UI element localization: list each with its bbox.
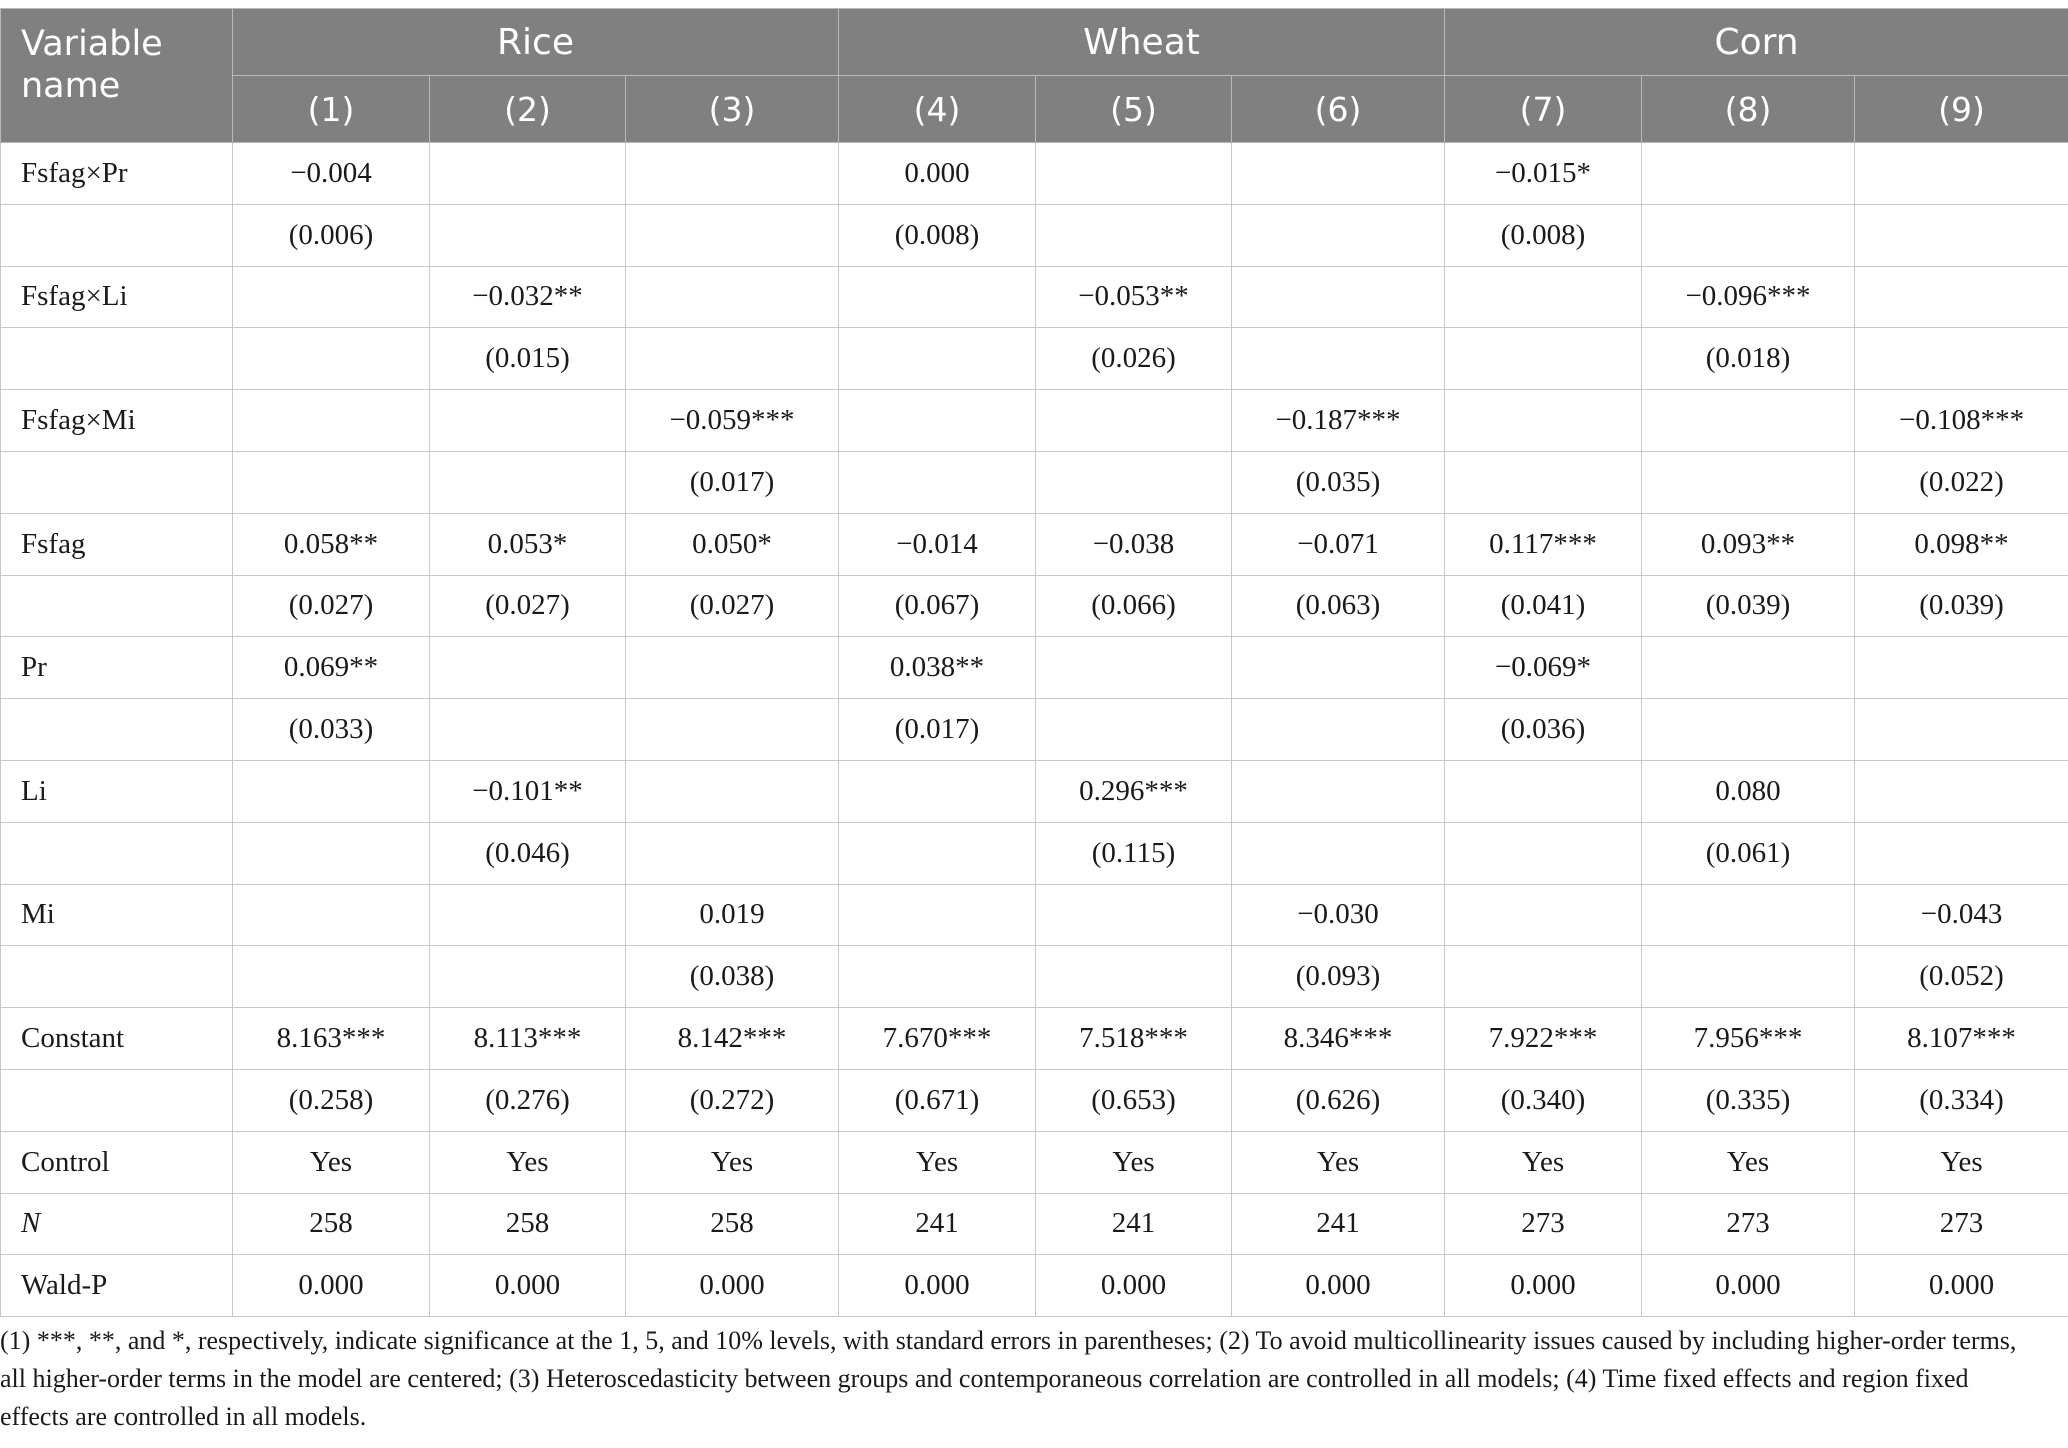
column-number-row bbox=[1, 76, 2068, 143]
table-cell bbox=[839, 266, 1036, 328]
column-header-9: (9) bbox=[1855, 76, 2068, 143]
table-cell: 7.956*** bbox=[1642, 1008, 1855, 1070]
table-cell: −0.032** bbox=[430, 266, 626, 328]
table-cell bbox=[233, 946, 430, 1008]
table-cell bbox=[1855, 328, 2068, 390]
row-label: Li bbox=[1, 760, 233, 822]
table-row bbox=[1, 884, 2068, 946]
table-cell: 7.922*** bbox=[1445, 1008, 1642, 1070]
table-cell: (0.272) bbox=[626, 1069, 839, 1131]
table-cell: 241 bbox=[839, 1193, 1036, 1255]
table-cell bbox=[839, 760, 1036, 822]
table-cell: Yes bbox=[1642, 1131, 1855, 1193]
column-header-8: (8) bbox=[1642, 76, 1855, 143]
table-row bbox=[1, 513, 2068, 575]
table-cell bbox=[1445, 390, 1642, 452]
table-cell bbox=[1855, 637, 2068, 699]
table-cell: −0.038 bbox=[1036, 513, 1232, 575]
row-label: Fsfag×Mi bbox=[1, 390, 233, 452]
row-label bbox=[1, 946, 233, 1008]
table-cell: 8.346*** bbox=[1232, 1008, 1445, 1070]
table-cell: (0.027) bbox=[430, 575, 626, 637]
table-cell bbox=[1855, 266, 2068, 328]
table-cell: −0.071 bbox=[1232, 513, 1445, 575]
table-cell bbox=[1232, 760, 1445, 822]
column-header-1: (1) bbox=[233, 76, 430, 143]
table-cell bbox=[1232, 328, 1445, 390]
table-cell bbox=[839, 451, 1036, 513]
table-cell: Yes bbox=[1232, 1131, 1445, 1193]
table-cell: (0.035) bbox=[1232, 451, 1445, 513]
table-cell bbox=[839, 390, 1036, 452]
group-header-corn: Corn bbox=[1445, 9, 2068, 76]
column-header-4: (4) bbox=[839, 76, 1036, 143]
variable-name-header-line1: Variable bbox=[21, 24, 163, 64]
table-row bbox=[1, 637, 2068, 699]
table-cell: 0.050* bbox=[626, 513, 839, 575]
table-cell: Yes bbox=[233, 1131, 430, 1193]
table-cell: (0.653) bbox=[1036, 1069, 1232, 1131]
table-row bbox=[1, 1255, 2068, 1317]
column-header-3: (3) bbox=[626, 76, 839, 143]
table-cell: −0.096*** bbox=[1642, 266, 1855, 328]
table-cell bbox=[626, 143, 839, 205]
table-cell bbox=[1642, 451, 1855, 513]
table-cell bbox=[1232, 637, 1445, 699]
table-cell: −0.187*** bbox=[1232, 390, 1445, 452]
table-cell: 0.000 bbox=[1855, 1255, 2068, 1317]
row-label bbox=[1, 328, 233, 390]
table-cell: −0.004 bbox=[233, 143, 430, 205]
table-cell bbox=[233, 390, 430, 452]
group-header-wheat: Wheat bbox=[839, 9, 1445, 76]
table-cell bbox=[1036, 884, 1232, 946]
table-cell: 258 bbox=[430, 1193, 626, 1255]
table-footnote: (1) ***, **, and *, respectively, indicate significance at the 1, 5, and 10% levels, with standard errors in parentheses; (2) To avoid multicollinearity issues caused by including higher-order terms, all higher-order terms in the model are centered; (3) Heteroscedasticity between groups and contemporaneous correlation are controlled in all models; (4) Time fixed effects and region fixed effects are controlled in all models. bbox=[0, 1326, 2017, 1431]
table-cell bbox=[1232, 143, 1445, 205]
table-cell bbox=[430, 637, 626, 699]
table-cell bbox=[1855, 760, 2068, 822]
table-cell bbox=[1445, 946, 1642, 1008]
table-cell: (0.027) bbox=[626, 575, 839, 637]
table-cell: (0.066) bbox=[1036, 575, 1232, 637]
table-cell: 0.296*** bbox=[1036, 760, 1232, 822]
row-label: N bbox=[1, 1193, 233, 1255]
table-cell bbox=[1445, 822, 1642, 884]
table-cell bbox=[626, 266, 839, 328]
table-cell: (0.276) bbox=[430, 1069, 626, 1131]
table-cell bbox=[233, 822, 430, 884]
table-cell: −0.059*** bbox=[626, 390, 839, 452]
table-cell: 0.000 bbox=[839, 1255, 1036, 1317]
table-cell: 7.670*** bbox=[839, 1008, 1036, 1070]
table-cell bbox=[1642, 390, 1855, 452]
table-cell: 0.000 bbox=[233, 1255, 430, 1317]
column-header-6: (6) bbox=[1232, 76, 1445, 143]
table-cell: (0.022) bbox=[1855, 451, 2068, 513]
column-header-2: (2) bbox=[430, 76, 626, 143]
table-cell: 273 bbox=[1445, 1193, 1642, 1255]
table-cell: 0.098** bbox=[1855, 513, 2068, 575]
column-header-7: (7) bbox=[1445, 76, 1642, 143]
table-cell: −0.015* bbox=[1445, 143, 1642, 205]
table-cell: (0.008) bbox=[1445, 204, 1642, 266]
table-cell bbox=[1642, 884, 1855, 946]
table-cell bbox=[1445, 266, 1642, 328]
table-cell: 258 bbox=[233, 1193, 430, 1255]
table-cell bbox=[430, 699, 626, 761]
table-cell: (0.008) bbox=[839, 204, 1036, 266]
table-cell bbox=[1036, 699, 1232, 761]
table-cell bbox=[233, 760, 430, 822]
row-label: Pr bbox=[1, 637, 233, 699]
table-row bbox=[1, 822, 2068, 884]
table-cell: 0.000 bbox=[430, 1255, 626, 1317]
row-label: Constant bbox=[1, 1008, 233, 1070]
table-cell: (0.036) bbox=[1445, 699, 1642, 761]
table-cell bbox=[839, 822, 1036, 884]
table-cell bbox=[1036, 637, 1232, 699]
row-label: Wald-P bbox=[1, 1255, 233, 1317]
table-cell bbox=[430, 143, 626, 205]
table-cell: (0.258) bbox=[233, 1069, 430, 1131]
table-cell: (0.067) bbox=[839, 575, 1036, 637]
table-cell bbox=[626, 822, 839, 884]
table-cell: (0.041) bbox=[1445, 575, 1642, 637]
table-cell: (0.006) bbox=[233, 204, 430, 266]
table-cell: −0.069* bbox=[1445, 637, 1642, 699]
table-cell bbox=[1642, 637, 1855, 699]
table-body bbox=[1, 143, 2068, 1317]
table-cell bbox=[626, 204, 839, 266]
table-cell bbox=[626, 637, 839, 699]
table-cell: −0.053** bbox=[1036, 266, 1232, 328]
table-cell: (0.626) bbox=[1232, 1069, 1445, 1131]
table-row bbox=[1, 760, 2068, 822]
table-cell: (0.115) bbox=[1036, 822, 1232, 884]
table-row bbox=[1, 266, 2068, 328]
table-row bbox=[1, 1131, 2068, 1193]
table-row bbox=[1, 1069, 2068, 1131]
table-cell: 241 bbox=[1232, 1193, 1445, 1255]
table-cell: (0.335) bbox=[1642, 1069, 1855, 1131]
table-cell: 273 bbox=[1855, 1193, 2068, 1255]
table-cell: (0.017) bbox=[626, 451, 839, 513]
column-header-5: (5) bbox=[1036, 76, 1232, 143]
table-cell bbox=[626, 699, 839, 761]
table-row bbox=[1, 451, 2068, 513]
table-cell: −0.101** bbox=[430, 760, 626, 822]
table-cell bbox=[430, 204, 626, 266]
table-cell: (0.671) bbox=[839, 1069, 1036, 1131]
table-cell: Yes bbox=[430, 1131, 626, 1193]
table-cell: Yes bbox=[839, 1131, 1036, 1193]
table-cell: Yes bbox=[1036, 1131, 1232, 1193]
table-row bbox=[1, 946, 2068, 1008]
table-cell: (0.046) bbox=[430, 822, 626, 884]
table-cell: (0.015) bbox=[430, 328, 626, 390]
table-cell: −0.014 bbox=[839, 513, 1036, 575]
table-cell: Yes bbox=[1445, 1131, 1642, 1193]
table-cell: Yes bbox=[626, 1131, 839, 1193]
table-row bbox=[1, 204, 2068, 266]
table-cell: 0.000 bbox=[1232, 1255, 1445, 1317]
table-row bbox=[1, 143, 2068, 205]
table-cell bbox=[1642, 699, 1855, 761]
table-cell: 0.000 bbox=[839, 143, 1036, 205]
table-cell: 7.518*** bbox=[1036, 1008, 1232, 1070]
table-cell bbox=[626, 328, 839, 390]
variable-name-header bbox=[1, 9, 233, 143]
table-cell bbox=[1036, 946, 1232, 1008]
table-cell bbox=[1036, 204, 1232, 266]
table-cell: 0.038** bbox=[839, 637, 1036, 699]
table-cell bbox=[1232, 204, 1445, 266]
table-cell: (0.017) bbox=[839, 699, 1036, 761]
table-cell: (0.093) bbox=[1232, 946, 1445, 1008]
table-cell bbox=[1036, 451, 1232, 513]
table-row bbox=[1, 1008, 2068, 1070]
table-cell: 8.113*** bbox=[430, 1008, 626, 1070]
table-cell: 0.000 bbox=[1036, 1255, 1232, 1317]
table-cell bbox=[839, 884, 1036, 946]
table-cell bbox=[1036, 390, 1232, 452]
group-header-rice: Rice bbox=[233, 9, 839, 76]
row-label bbox=[1, 822, 233, 884]
table-cell bbox=[626, 760, 839, 822]
table-cell bbox=[1855, 822, 2068, 884]
table-cell: (0.039) bbox=[1855, 575, 2068, 637]
table-row bbox=[1, 390, 2068, 452]
table-cell: 0.019 bbox=[626, 884, 839, 946]
table-cell: (0.063) bbox=[1232, 575, 1445, 637]
table-cell bbox=[1855, 699, 2068, 761]
row-label bbox=[1, 1069, 233, 1131]
table-cell: (0.052) bbox=[1855, 946, 2068, 1008]
table-cell: 0.058** bbox=[233, 513, 430, 575]
table-row bbox=[1, 699, 2068, 761]
table-cell bbox=[1855, 143, 2068, 205]
table-cell bbox=[839, 946, 1036, 1008]
table-cell: (0.026) bbox=[1036, 328, 1232, 390]
table-cell bbox=[1642, 204, 1855, 266]
table-cell bbox=[839, 328, 1036, 390]
table-row bbox=[1, 328, 2068, 390]
table-cell: 8.163*** bbox=[233, 1008, 430, 1070]
table-cell bbox=[1036, 143, 1232, 205]
table-cell: 8.107*** bbox=[1855, 1008, 2068, 1070]
table-cell bbox=[1445, 328, 1642, 390]
table-cell: (0.061) bbox=[1642, 822, 1855, 884]
table-cell bbox=[233, 451, 430, 513]
table-cell: 258 bbox=[626, 1193, 839, 1255]
row-label bbox=[1, 575, 233, 637]
table-cell: 0.000 bbox=[1642, 1255, 1855, 1317]
table-cell bbox=[1445, 760, 1642, 822]
table-cell bbox=[1855, 204, 2068, 266]
table-cell: 0.053* bbox=[430, 513, 626, 575]
table-cell: 0.117*** bbox=[1445, 513, 1642, 575]
table-cell bbox=[1232, 266, 1445, 328]
table-header bbox=[1, 9, 2068, 143]
group-header-row bbox=[1, 9, 2068, 76]
table-cell: 0.069** bbox=[233, 637, 430, 699]
table-cell: (0.018) bbox=[1642, 328, 1855, 390]
table-row bbox=[1, 1193, 2068, 1255]
table-cell bbox=[233, 884, 430, 946]
regression-table-container bbox=[0, 8, 2068, 1317]
table-row bbox=[1, 575, 2068, 637]
row-label bbox=[1, 451, 233, 513]
table-cell: Yes bbox=[1855, 1131, 2068, 1193]
table-cell: (0.334) bbox=[1855, 1069, 2068, 1131]
table-cell bbox=[430, 946, 626, 1008]
table-cell: −0.030 bbox=[1232, 884, 1445, 946]
table-cell bbox=[1445, 884, 1642, 946]
table-cell: (0.033) bbox=[233, 699, 430, 761]
table-cell bbox=[1232, 822, 1445, 884]
row-label: Mi bbox=[1, 884, 233, 946]
table-cell: 0.000 bbox=[626, 1255, 839, 1317]
table-cell bbox=[430, 884, 626, 946]
table-cell bbox=[1642, 946, 1855, 1008]
table-cell: 0.093** bbox=[1642, 513, 1855, 575]
table-cell: 241 bbox=[1036, 1193, 1232, 1255]
table-cell: (0.340) bbox=[1445, 1069, 1642, 1131]
table-cell: (0.039) bbox=[1642, 575, 1855, 637]
table-cell: 273 bbox=[1642, 1193, 1855, 1255]
table-cell bbox=[430, 390, 626, 452]
row-label bbox=[1, 699, 233, 761]
table-cell: (0.038) bbox=[626, 946, 839, 1008]
regression-results-table bbox=[0, 8, 2068, 1317]
row-label: Control bbox=[1, 1131, 233, 1193]
table-cell bbox=[233, 266, 430, 328]
table-cell bbox=[430, 451, 626, 513]
table-cell: 0.080 bbox=[1642, 760, 1855, 822]
row-label bbox=[1, 204, 233, 266]
table-cell: 8.142*** bbox=[626, 1008, 839, 1070]
table-cell bbox=[1642, 143, 1855, 205]
row-label: Fsfag×Li bbox=[1, 266, 233, 328]
table-cell: (0.027) bbox=[233, 575, 430, 637]
table-cell bbox=[1232, 699, 1445, 761]
table-cell: −0.108*** bbox=[1855, 390, 2068, 452]
table-cell: −0.043 bbox=[1855, 884, 2068, 946]
table-cell bbox=[1445, 451, 1642, 513]
table-cell: 0.000 bbox=[1445, 1255, 1642, 1317]
variable-name-header-line2: name bbox=[21, 66, 121, 106]
row-label: Fsfag×Pr bbox=[1, 143, 233, 205]
table-cell bbox=[233, 328, 430, 390]
row-label: Fsfag bbox=[1, 513, 233, 575]
